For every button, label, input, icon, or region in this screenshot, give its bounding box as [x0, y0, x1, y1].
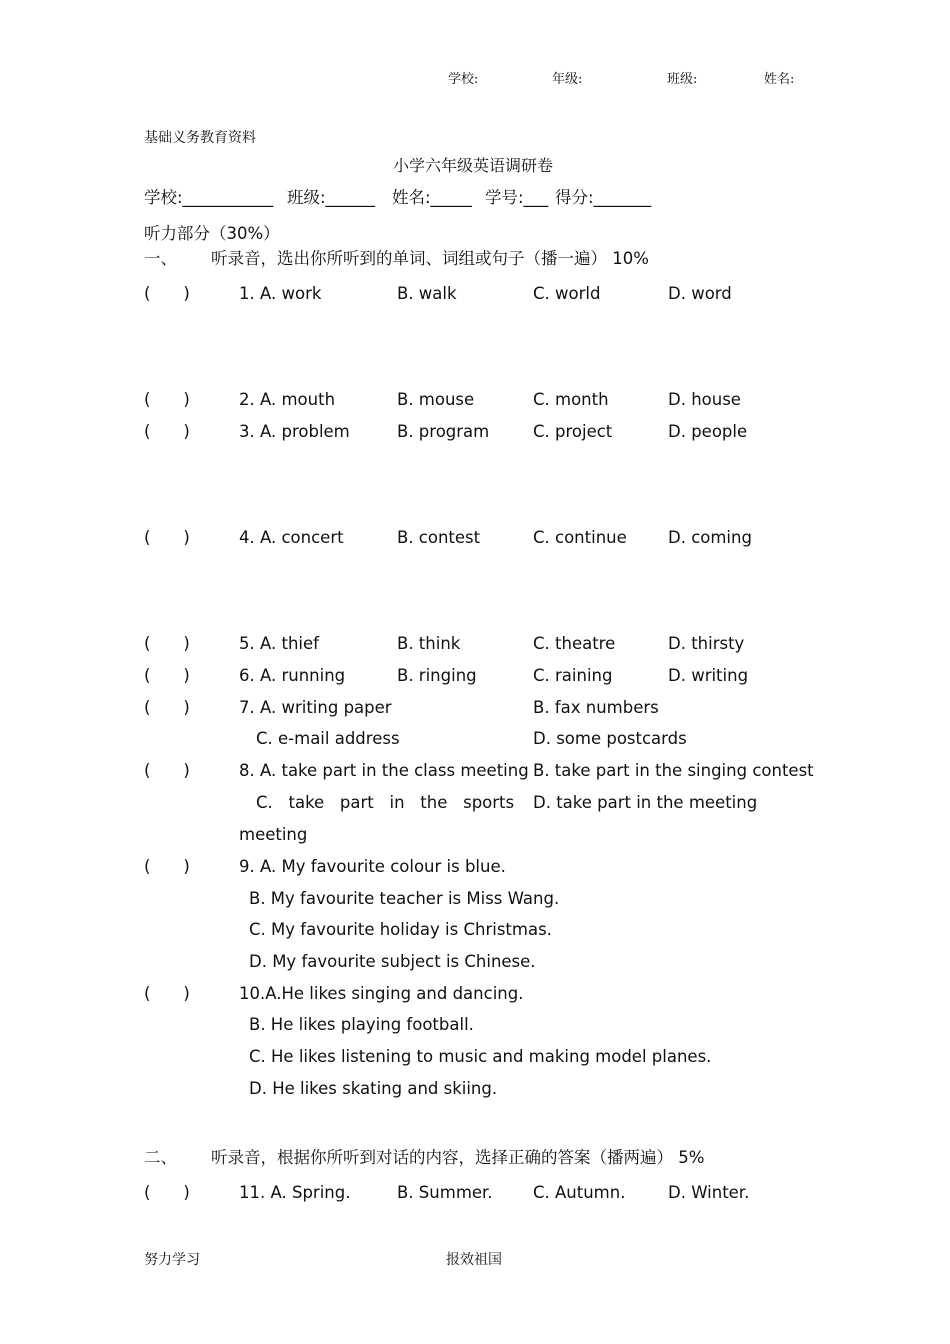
q6-option-d: D. writing [668, 666, 749, 685]
q10-option-d: D. He likes skating and skiing. [249, 1079, 498, 1098]
q8-option-b: B. take part in the singing contest [533, 761, 814, 780]
section1-number: 一、 [144, 249, 177, 268]
answer-bracket-q1[interactable]: ( ) [144, 284, 190, 303]
q8-option-d: D. take part in the meeting [533, 793, 758, 812]
answer-bracket-q8[interactable]: ( ) [144, 761, 190, 780]
info-school-field[interactable]: 学校:___________ [144, 188, 274, 207]
q3-option-a: 3. A. problem [239, 422, 350, 441]
q9-option-d: D. My favourite subject is Chinese. [249, 952, 536, 971]
q5-option-b: B. think [397, 634, 461, 653]
q7-option-d: D. some postcards [533, 729, 687, 748]
q4-option-a: 4. A. concert [239, 528, 344, 547]
q6-option-c: C. raining [533, 666, 613, 685]
q1-option-b: B. walk [397, 284, 457, 303]
q2-option-d: D. house [668, 390, 741, 409]
q5-option-d: D. thirsty [668, 634, 745, 653]
q4-option-b: B. contest [397, 528, 481, 547]
q6-option-b: B. ringing [397, 666, 477, 685]
q10-option-a: 10.A.He likes singing and dancing. [239, 984, 524, 1003]
q9-option-a: 9. A. My favourite colour is blue. [239, 857, 506, 876]
q1-option-d: D. word [668, 284, 732, 303]
page-title: 小学六年级英语调研卷 [393, 156, 554, 175]
section1-instruction: 听录音，选出你所听到的单词、词组或句子（播一遍） 10% [211, 249, 649, 268]
answer-bracket-q3[interactable]: ( ) [144, 422, 190, 441]
q7-option-b: B. fax numbers [533, 698, 659, 717]
header-name-label: 姓名: [764, 72, 795, 87]
q1-option-a: 1. A. work [239, 284, 322, 303]
q1-option-c: C. world [533, 284, 601, 303]
info-number-field[interactable]: 学号:___ [485, 188, 549, 207]
q8-option-a: 8. A. take part in the class meeting [239, 761, 529, 780]
info-score-field[interactable]: 得分:_______ [555, 188, 652, 207]
q6-option-a: 6. A. running [239, 666, 346, 685]
answer-bracket-q6[interactable]: ( ) [144, 666, 190, 685]
q8-option-c-continued: meeting [239, 825, 308, 844]
listening-part-heading: 听力部分（30%） [144, 224, 280, 243]
q5-option-a: 5. A. thief [239, 634, 319, 653]
q3-option-c: C. project [533, 422, 613, 441]
answer-bracket-q5[interactable]: ( ) [144, 634, 190, 653]
footer-left: 努力学习 [144, 1252, 200, 1268]
answer-bracket-q10[interactable]: ( ) [144, 984, 190, 1003]
q11-option-c: C. Autumn. [533, 1183, 626, 1202]
header-grade-label: 年级: [552, 72, 583, 87]
q2-option-a: 2. A. mouth [239, 390, 336, 409]
q10-option-c: C. He likes listening to music and making model planes. [249, 1047, 712, 1066]
q7-option-a: 7. A. writing paper [239, 698, 392, 717]
answer-bracket-q9[interactable]: ( ) [144, 857, 190, 876]
q11-option-b: B. Summer. [397, 1183, 493, 1202]
q10-option-b: B. He likes playing football. [249, 1015, 474, 1034]
section2-number: 二、 [144, 1148, 177, 1167]
q3-option-d: D. people [668, 422, 748, 441]
q4-option-d: D. coming [668, 528, 752, 547]
answer-bracket-q7[interactable]: ( ) [144, 698, 190, 717]
q11-option-a: 11. A. Spring. [239, 1183, 351, 1202]
q2-option-c: C. month [533, 390, 609, 409]
q5-option-c: C. theatre [533, 634, 616, 653]
doc-source: 基础义务教育资料 [144, 130, 256, 146]
answer-bracket-q11[interactable]: ( ) [144, 1183, 190, 1202]
q7-option-c: C. e-mail address [256, 729, 400, 748]
q8-option-c: C. take part in the sports [256, 793, 515, 812]
info-name-field[interactable]: 姓名:_____ [392, 188, 472, 207]
answer-bracket-q4[interactable]: ( ) [144, 528, 190, 547]
section2-instruction: 听录音，根据你所听到对话的内容，选择正确的答案（播两遍） 5% [211, 1148, 705, 1167]
footer-center: 报效祖国 [446, 1252, 502, 1268]
header-class-label: 班级: [667, 72, 698, 87]
info-class-field[interactable]: 班级:______ [287, 188, 376, 207]
header-school-label: 学校: [448, 72, 479, 87]
q4-option-c: C. continue [533, 528, 627, 547]
q2-option-b: B. mouse [397, 390, 475, 409]
answer-bracket-q2[interactable]: ( ) [144, 390, 190, 409]
q11-option-d: D. Winter. [668, 1183, 750, 1202]
q3-option-b: B. program [397, 422, 490, 441]
q9-option-c: C. My favourite holiday is Christmas. [249, 920, 552, 939]
q9-option-b: B. My favourite teacher is Miss Wang. [249, 889, 560, 908]
